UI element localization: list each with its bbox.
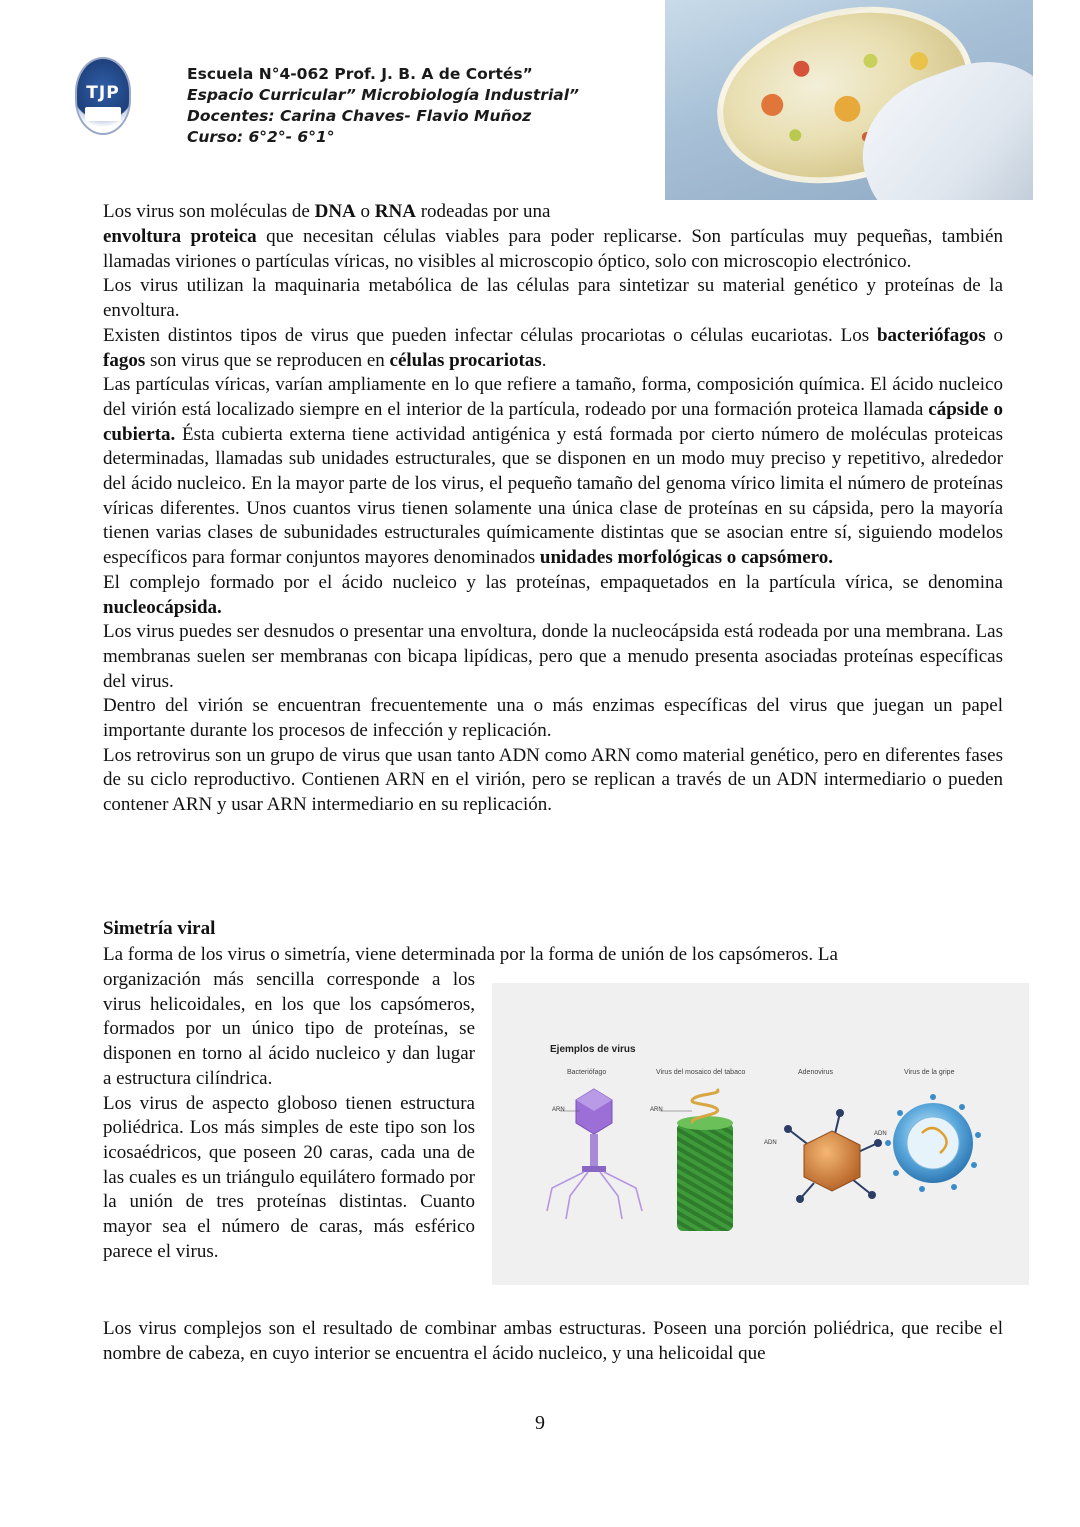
label-bacteriofago: Bacteriófago <box>567 1069 607 1076</box>
header-school: Escuela N°4-062 Prof. J. B. A de Cortés” <box>187 65 533 83</box>
intro-text-a: Los virus son moléculas de <box>103 201 315 222</box>
paragraph-5 <box>103 571 1003 620</box>
logo-band <box>85 107 121 121</box>
p3-o: o <box>985 324 1004 346</box>
p3-end: . <box>541 349 547 371</box>
virus-illustrations <box>492 983 1029 1285</box>
term-dna: DNA <box>314 201 356 222</box>
label-arn-2: ARN <box>650 1107 663 1113</box>
term-celulas-procariotas: células procariotas <box>389 349 542 371</box>
paragraph-8: Los retrovirus son un grupo de virus que usan tanto ADN como ARN como material genético, pero en diferentes fases de su ciclo reproductivo. Contienen ARN en el virión, pero se replican a través de un ADN intermediario o pueden contener ARN y usar ARN intermediario en su replicación. <box>103 744 1003 816</box>
term-unidades-morfologicas: unidades morfológicas o capsómero. <box>539 547 833 569</box>
paragraph-poliedricos: Los virus de aspecto globoso tienen estructura poliédrica. Los más simples de este tipo son los icosaédricos, que poseen 20 caras, cada una de las cuales es un triángulo equilátero formado por la unión de tres proteínas distintas. Cuanto mayor sea el número de caras, más esférico parece el virus. <box>103 1092 475 1262</box>
header-teachers: Docentes: Carina Chaves- Flavio Muñoz <box>187 107 532 125</box>
label-gripe: Virus de la gripe <box>904 1069 955 1076</box>
figure-title: Ejemplos de virus <box>550 1044 636 1055</box>
section-heading-simetria: Simetría viral <box>103 918 216 939</box>
paragraph-complejos: Los virus complejos son el resultado de combinar ambas estructuras. Poseen una porción poliédrica, que recibe el nombre de cabeza, en cuyo interior se encuentra el ácido nucleico, y una helicoidal que <box>103 1318 1003 1364</box>
virus-examples-figure <box>492 983 1029 1285</box>
label-adn-2: ADN <box>874 1131 887 1137</box>
document-header <box>187 64 579 148</box>
paragraph-3 <box>103 324 1003 373</box>
bacteriophage-illustration <box>547 1089 642 1219</box>
petri-dish-photo <box>665 0 1033 200</box>
term-rna: RNA <box>374 201 416 222</box>
label-adn-1: ADN <box>764 1140 777 1146</box>
main-body <box>103 225 1003 818</box>
p3-b: son virus que se reproducen en <box>145 349 390 371</box>
paragraph-2: Los virus utilizan la maquinaria metabólica de las células para sintetizar su material genético y proteínas de la envoltura. <box>103 275 1003 322</box>
intro-text-d: que necesitan células viables para poder replicarse. Son partículas muy pequeñas, también llamadas viriones o partículas víricas, no visibles al microscopio óptico, solo con microscopio electrónico. <box>103 226 1003 272</box>
label-arn-1: ARN <box>552 1107 565 1113</box>
p5-a: El complejo formado por el ácido nucleico y las proteínas, empaquetados en la partícula vírica, se denomina <box>103 571 1003 593</box>
intro-first-line <box>103 200 550 225</box>
simetria-intro-text: La forma de los virus o simetría, viene determinada por la forma de unión de los capsómeros. La <box>103 944 838 965</box>
term-bacteriofagos: bacteriófagos <box>876 324 986 346</box>
logo-text: TJP <box>86 83 120 103</box>
p3-a: Existen distintos tipos de virus que pueden infectar células procariotas o células eucariotas. Los <box>103 324 877 346</box>
term-envoltura: envoltura proteica <box>103 226 257 247</box>
tobacco-mosaic-virus-illustration <box>660 1089 733 1231</box>
paragraph-helicoidales: organización más sencilla corresponde a los virus helicoidales, en los que los capsómeros, formados por un único tipo de proteínas, se disponen en torno al ácido nucleico y dan lugar a estructura cilíndrica. <box>103 969 475 1089</box>
p4-b: Ésta cubierta externa tiene actividad antigénica y está formada por cierto número de moléculas proteicas determinadas, llamadas sub unidades estructurales, que se disponen en un modo muy preciso y repetitivo, alrededor del ácido nucleico. En la mayor parte de los virus, el pequeño tamaño del genoma vírico limita el número de proteínas víricas diferentes. Unos cuantos virus tienen solamente una única clase de proteínas en su cápsida, pero la mayoría tienen varias clases de subunidades estructurales químicamente distintas que se asocian entre sí, siguiendo modelos específicos para formar conjuntos mayores denominados <box>103 423 1003 569</box>
header-subject: Espacio Curricular” Microbiología Industrial” <box>187 86 580 104</box>
paragraph-7: Dentro del virión se encuentran frecuentemente una o más enzimas específicas del virus que juegan un papel importante durante los procesos de infección y replicación. <box>103 695 1003 742</box>
adenovirus-illustration <box>784 1109 882 1203</box>
page-number: 9 <box>535 1412 545 1434</box>
intro-text-b: rodeadas por una <box>415 201 551 222</box>
term-fagos: fagos <box>103 349 146 371</box>
intro-text-o: o <box>355 201 375 222</box>
header-course: Curso: 6°2°- 6°1° <box>187 128 335 146</box>
simetria-intro <box>103 943 1003 968</box>
simetria-left-column <box>103 968 475 1264</box>
paragraph-intro <box>103 225 1003 274</box>
complex-virus-paragraph <box>103 1317 1003 1366</box>
p4-a: Las partículas víricas, varían ampliamente en lo que refiere a tamaño, forma, composición química. El ácido nucleico del virión está localizado siempre en el interior de la partícula, rodeado por una formación proteica llamada <box>103 374 1003 420</box>
term-capside: cápside o cubierta. <box>103 398 1003 445</box>
label-adenovirus: Adenovirus <box>798 1069 834 1076</box>
term-nucleocapsida: nucleocápsida. <box>103 596 222 618</box>
label-mosaico-tabaco: Virus del mosaico del tabaco <box>656 1069 746 1076</box>
school-logo <box>75 57 131 135</box>
paragraph-6: Los virus puedes ser desnudos o presentar una envoltura, donde la nucleocápsida está rodeada por una membrana. Las membranas suelen ser membranas con bicapa lipídicas, pero que a menudo presenta asociadas proteínas específicas del virus. <box>103 621 1003 692</box>
influenza-virus-illustration <box>885 1094 981 1192</box>
paragraph-4 <box>103 373 1003 571</box>
